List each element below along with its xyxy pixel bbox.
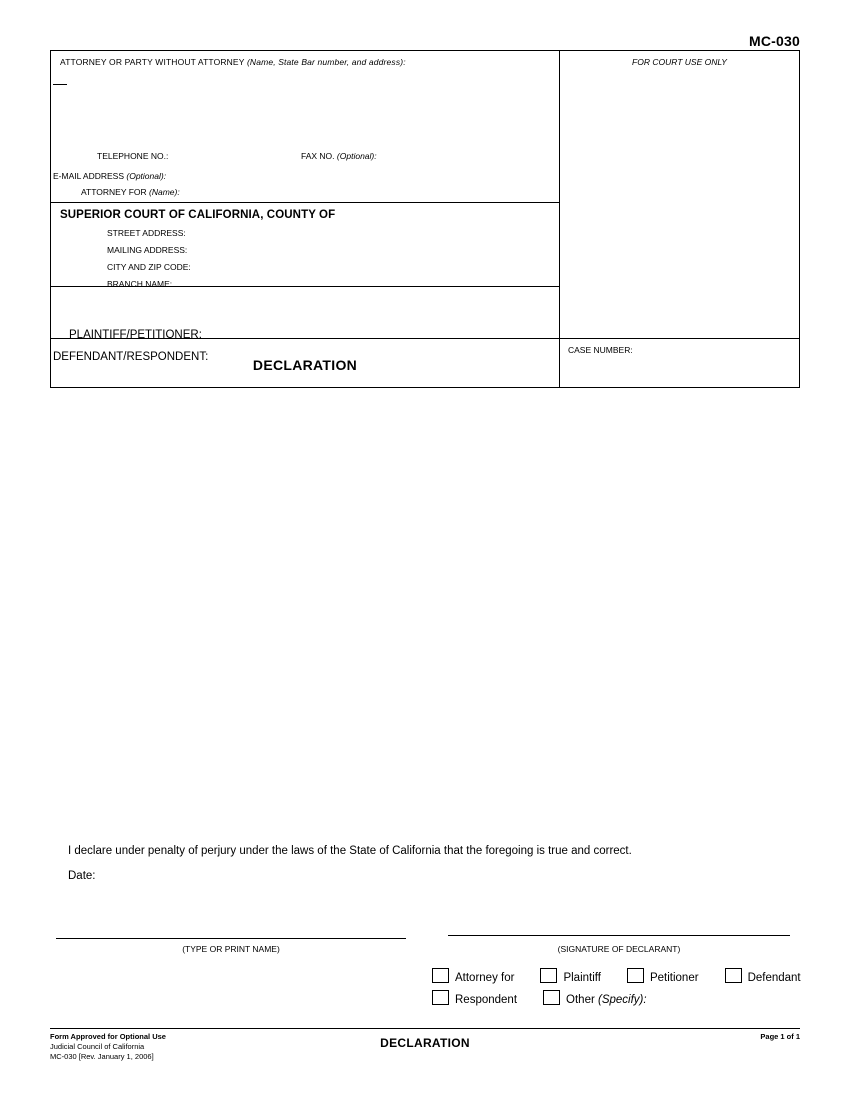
fax-label-italic: (Optional): (336, 151, 377, 161)
checkbox-defendant[interactable] (725, 968, 742, 983)
plaintiff-label: PLAINTIFF/PETITIONER: (69, 329, 202, 341)
attorney-block[interactable] (51, 51, 559, 203)
fax-label-main: FAX NO. (301, 151, 335, 161)
name-tick-mark (53, 84, 67, 85)
checkbox-label-other-main: Other (566, 994, 595, 1006)
footer-approved-line-2: Judicial Council of California (50, 1042, 145, 1052)
for-court-use-only-block[interactable] (560, 51, 799, 339)
court-title: SUPERIOR COURT OF CALIFORNIA, COUNTY OF (60, 209, 336, 221)
email-label-italic: (Optional): (126, 171, 167, 181)
caption-box (50, 50, 800, 388)
print-name-rule (56, 938, 406, 939)
court-block[interactable] (51, 203, 559, 287)
attorney-for-italic: (Name): (149, 187, 180, 197)
attorney-header-main: ATTORNEY OR PARTY WITHOUT ATTORNEY (60, 57, 245, 67)
date-label[interactable]: Date: (68, 870, 96, 882)
checkbox-other[interactable] (543, 990, 560, 1005)
signature-caption: (SIGNATURE OF DECLARANT) (557, 944, 681, 954)
caption-left-column (51, 51, 560, 387)
fax-label (301, 151, 377, 161)
form-number: MC-030 (749, 33, 800, 49)
for-court-use-only-label: FOR COURT USE ONLY (632, 57, 727, 67)
checkbox-row-2 (432, 990, 661, 1008)
checkbox-row-1 (432, 968, 815, 986)
attorney-header-italic: (Name, State Bar number, and address): (246, 57, 406, 67)
attorney-header (60, 57, 406, 67)
case-number-block[interactable] (560, 339, 799, 387)
court-mailing-address-label: MAILING ADDRESS: (107, 245, 188, 255)
checkbox-label-defendant[interactable]: Defendant (747, 972, 801, 984)
defendant-label: DEFENDANT/RESPONDENT: (53, 351, 209, 363)
checkbox-label-respondent[interactable]: Respondent (455, 994, 518, 1006)
case-number-label: CASE NUMBER: (568, 345, 633, 355)
checkbox-label-other[interactable] (566, 994, 647, 1006)
attorney-for-main: ATTORNEY FOR (81, 187, 147, 197)
print-name-caption: (TYPE OR PRINT NAME) (182, 944, 280, 954)
court-city-zip-label: CITY AND ZIP CODE: (107, 262, 191, 272)
footer-page-number: Page 1 of 1 (760, 1032, 800, 1041)
checkbox-label-petitioner[interactable]: Petitioner (649, 972, 699, 984)
perjury-statement: I declare under penalty of perjury under the laws of the State of California that the foregoing is true and correct. (68, 845, 632, 857)
court-street-address-label: STREET ADDRESS: (107, 228, 186, 238)
footer-title: DECLARATION (380, 1036, 470, 1050)
footer-approved-line-3: MC-030 [Rev. January 1, 2006] (50, 1052, 154, 1062)
checkbox-plaintiff[interactable] (540, 968, 557, 983)
document-title-block (51, 339, 559, 387)
checkbox-respondent[interactable] (432, 990, 449, 1005)
telephone-label: TELEPHONE NO.: (97, 151, 169, 161)
caption-right-column (560, 51, 799, 387)
footer-divider (50, 1028, 800, 1029)
attorney-for-label (81, 187, 180, 197)
footer-approved-line-1: Form Approved for Optional Use (50, 1032, 166, 1041)
checkbox-label-plaintiff[interactable]: Plaintiff (563, 972, 601, 984)
party-block[interactable] (51, 287, 559, 363)
checkbox-petitioner[interactable] (627, 968, 644, 983)
signature-rule (448, 935, 790, 936)
page-title: DECLARATION (252, 357, 358, 373)
checkbox-attorney-for[interactable] (432, 968, 449, 983)
court-branch-name-label: BRANCH NAME: (107, 279, 173, 289)
checkbox-label-attorney-for[interactable]: Attorney for (455, 972, 515, 984)
email-label (53, 171, 166, 181)
email-label-main: E-MAIL ADDRESS (53, 171, 125, 181)
checkbox-label-other-italic: (Specify): (598, 994, 647, 1006)
